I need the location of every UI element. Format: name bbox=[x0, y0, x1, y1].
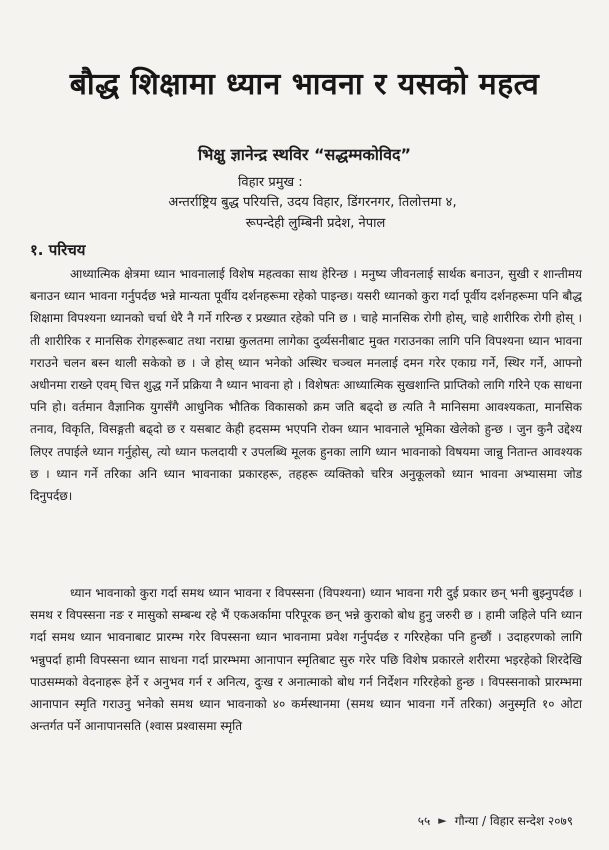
author-address-line-1: अन्तर्राष्ट्रिय बुद्ध परियत्ति, उदय विहार, डिंगरनगर, तिलोत्तमा ४, bbox=[168, 195, 457, 210]
author-name: भिक्षु ज्ञानेन्द्र स्थविर “सद्धम्मकोविद” bbox=[198, 145, 411, 164]
arrow-icon: ► bbox=[438, 814, 447, 827]
author-address-line-2: रूपन्देही लुम्बिनी प्रदेश, नेपाल bbox=[245, 216, 386, 231]
page-footer bbox=[418, 812, 573, 829]
page-number: ५५ bbox=[417, 814, 431, 828]
body-paragraph: ध्यान भावनाको कुरा गर्दा समथ ध्यान भावना र विपस्सना (विपश्यना) ध्यान भावना गरी दुई प्रकार छन् भनी बुझ्नुपर्दछ । समथ र विपस्सना नङ र मासुको सम्बन्ध रहे भैं एकअर्कामा परिपूरक छन् भन्ने कुराको बोध हुनु जरुरी छ । हामी जहिले पनि ध्यान गर्दा समथ ध्यान भावनाबाट प्रारम्भ गरेर विपस्सना ध्यान भावनामा प्रवेश गर्नुपर्दछ र गरिरहेका पनि हुन्छौं । उदाहरणको लागि भन्नुपर्दा हामी विपस्सना ध्यान साधना गर्दा प्रारम्भमा आनापान स्मृतिबाट सुरु गरेर पछि विशेष प्रकारले शरीरमा भइरहेको शिरदेखि पाउसम्मको वेदनाहरू हेर्ने र अनुभव गर्न र अनित्य, दुःख र अनात्माको बोध गर्न निर्देशन गरिरहेको हुन्छ । विपस्सनाको प्रारम्भमा आनापान स्मृति गराउनु भनेको समथ ध्यान भावनाको ४० कर्मस्थानमा (समथ ध्यान भावना गर्ने तरिका) अनुस्मृति १० ओटा अन्तर्गत पर्ने आनापानसति (श्वास प्रश्वासमा स्मृति bbox=[30, 586, 582, 734]
article-title: बौद्ध शिक्षामा ध्यान भावना र यसको महत्व bbox=[69, 67, 540, 102]
author-role: विहार प्रमुख : bbox=[238, 175, 303, 190]
body-paragraph-1-container bbox=[30, 263, 582, 507]
publication-name: गौन्या / विहार सन्देश २०७९ bbox=[454, 814, 573, 828]
body-paragraph: आध्यात्मिक क्षेत्रमा ध्यान भावनालाई विशेष महत्वका साथ हेरिन्छ । मनुष्य जीवनलाई सार्थक बनाउन, सुखी र शान्तीमय बनाउन ध्यान भावना गर्नुपर्दछ भन्ने मान्यता पूर्वीय दर्शनहरूमा रहेको पाइन्छ। यसरी ध्यानको कुरा गर्दा पूर्वीय दर्शनहरूमा पनि बौद्ध शिक्षामा विपश्यना ध्यानको चर्चा धेरै नै गर्ने गरिन्छ र प्रख्यात रहेको पनि छ । चाहे मानसिक रोगी होस्, चाहे शारीरिक रोगी होस् । ती शारीरिक र मानसिक रोगहरूबाट तथा नराम्रा कुलतमा लागेका दुर्व्यसनीबाट मुक्त गराउनका लागि पनि विपश्यना ध्यान भावना गराउने चलन बस्न थाली सकेको छ । जे होस् ध्यान भनेको अस्थिर चञ्चल मनलाई दमन गरेर एकाग्र गर्ने, स्थिर गर्ने, आफ्नो अधीनमा राख्ने एवम् चित्त शुद्ध गर्ने प्रक्रिया नै ध्यान भावना हो । विशेषतः आध्यात्मिक सुखशान्ति प्राप्तिको लागि गरिने एक साधना पनि हो। वर्तमान वैज्ञानिक युगसँगै आधुनिक भौतिक विकासको क्रम जति बढ्दो छ त्यति नै मानिसमा आवश्यकता, मानसिक तनाव, विकृति, विसङ्गती बढ्दो छ र यसबाट केही हदसम्म भएपनि रोक्न ध्यान भावनाले भूमिका खेलेको हुन्छ । जुन कुनै उद्देश्य लिएर तपाईले ध्यान गर्नुहोस्, त्यो ध्यान फलदायी र उपलब्धि मूलक हुनका लागि ध्यान भावनाको विषयमा जान्नु नितान्त आवश्यक छ । ध्यान गर्ने तरिका अनि ध्यान भावनाका प्रकारहरू, तहहरू व्यक्तिको चरित्र अनुकूलको ध्यान भावना अभ्यासमा जोड दिनुपर्दछ। bbox=[30, 267, 582, 504]
section-heading: १. परिचय bbox=[30, 241, 86, 259]
body-paragraph-2-container bbox=[30, 582, 582, 737]
